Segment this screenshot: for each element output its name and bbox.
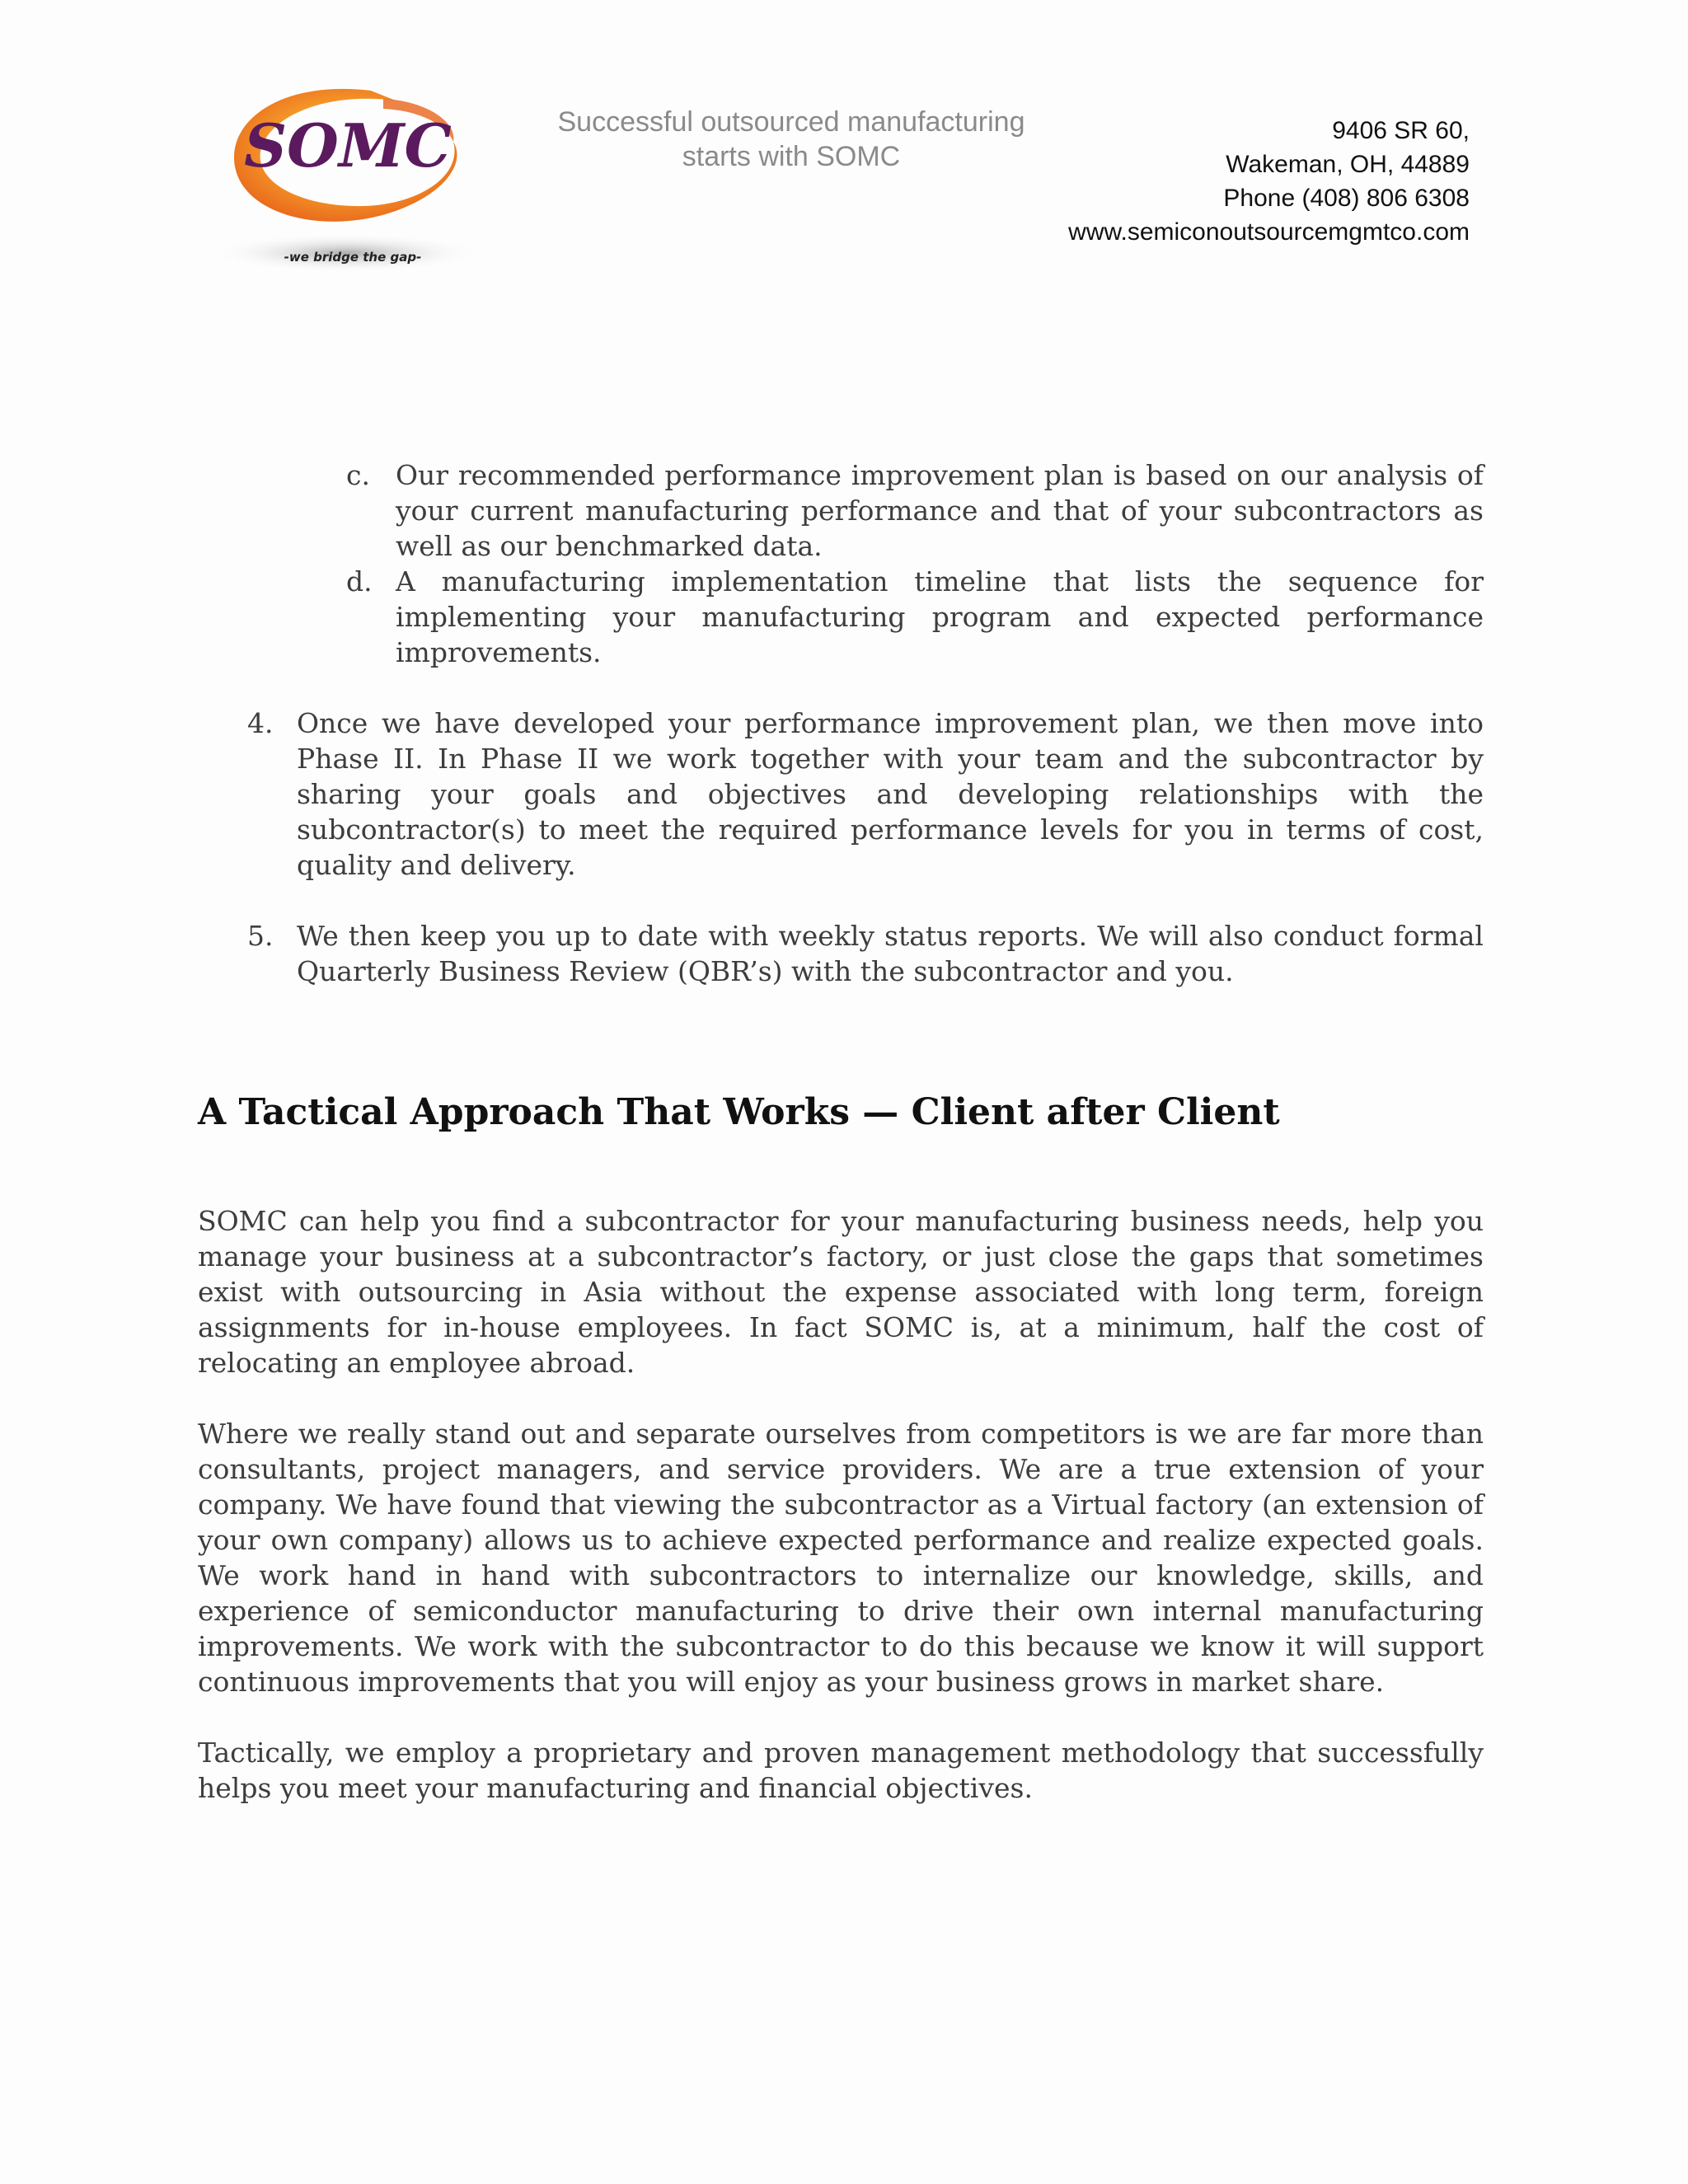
- logo-slogan: -we bridge the gap-: [284, 250, 422, 265]
- paragraph: SOMC can help you find a subcontractor for your manufacturing business needs, help you manage your business at a subcontractor’s factory, or just close the gaps that sometimes exist with outsourcing in Asia without the expense associated with long term, foreign assignments for in-house employees. In fact SOMC is, at a minimum, half the cost of relocating an employee abroad.: [198, 1205, 1484, 1379]
- list-item: [198, 705, 1484, 883]
- list-marker: c.: [346, 459, 370, 491]
- list-item-text: Our recommended performance improvement plan is based on our analysis of your current manufacturing performance and that of your subcontractors as well as our benchmarked data.: [396, 459, 1484, 562]
- list-item: [198, 564, 1484, 670]
- address-website[interactable]: www.semiconoutsourcemgmtco.com: [1068, 218, 1470, 246]
- list-item-text: We then keep you up to date with weekly status reports. We will also conduct formal Quarterly Business Review (QBR’s) with the subcontractor and you.: [297, 920, 1484, 987]
- sub-item-list: [198, 457, 1484, 670]
- company-address: [1068, 114, 1470, 249]
- logo-wordmark: SOMC: [244, 110, 452, 180]
- header-tagline: [528, 105, 1055, 174]
- list-item: [198, 918, 1484, 989]
- list-item-text: A manufacturing implementation timeline that lists the sequence for implementing your manufacturing program and expected performance improvements.: [396, 565, 1484, 668]
- address-city: Wakeman, OH, 44889: [1226, 151, 1470, 178]
- paragraph: Tactically, we employ a proprietary and proven management methodology that successfully helps you meet your manufacturing and financial objectives.: [198, 1736, 1484, 1804]
- list-item: [198, 457, 1484, 564]
- numbered-item-list: [198, 705, 1484, 989]
- list-marker: 4.: [247, 707, 274, 739]
- list-item-text: Once we have developed your performance improvement plan, we then move into Phase II. In Phase II we work together with your team and the subcontractor by sharing your goals and objectives and developing relationships with the subcontractor(s) to meet the required performance levels for you in terms of cost, quality and delivery.: [297, 707, 1484, 881]
- tagline-line-1: Successful outsourced manufacturing: [557, 106, 1025, 138]
- tagline-line-2: starts with SOMC: [682, 141, 901, 172]
- document-body: [198, 457, 1484, 1806]
- address-phone: Phone (408) 806 6308: [1223, 185, 1470, 212]
- section-heading: A Tactical Approach That Works — Client after Client: [198, 1091, 1280, 1133]
- somc-logo: [206, 76, 486, 282]
- address-street: 9406 SR 60,: [1332, 117, 1470, 144]
- list-marker: d.: [346, 565, 373, 598]
- list-marker: 5.: [247, 920, 274, 952]
- paragraph: Where we really stand out and separate ourselves from competitors is we are far more than consultants, project managers, and service providers. We are a true extension of your company. We have found that viewing the subcontractor as a Virtual factory (an extension of your own company) allows us to achieve expected performance and realize expected goals. We work hand in hand with subcontractors to internalize our knowledge, skills, and experience of semiconductor manufacturing to drive their own internal manufacturing improvements. We work with the subcontractor to do this because we know it will support continuous improvements that you will enjoy as your business grows in market share.: [198, 1418, 1484, 1698]
